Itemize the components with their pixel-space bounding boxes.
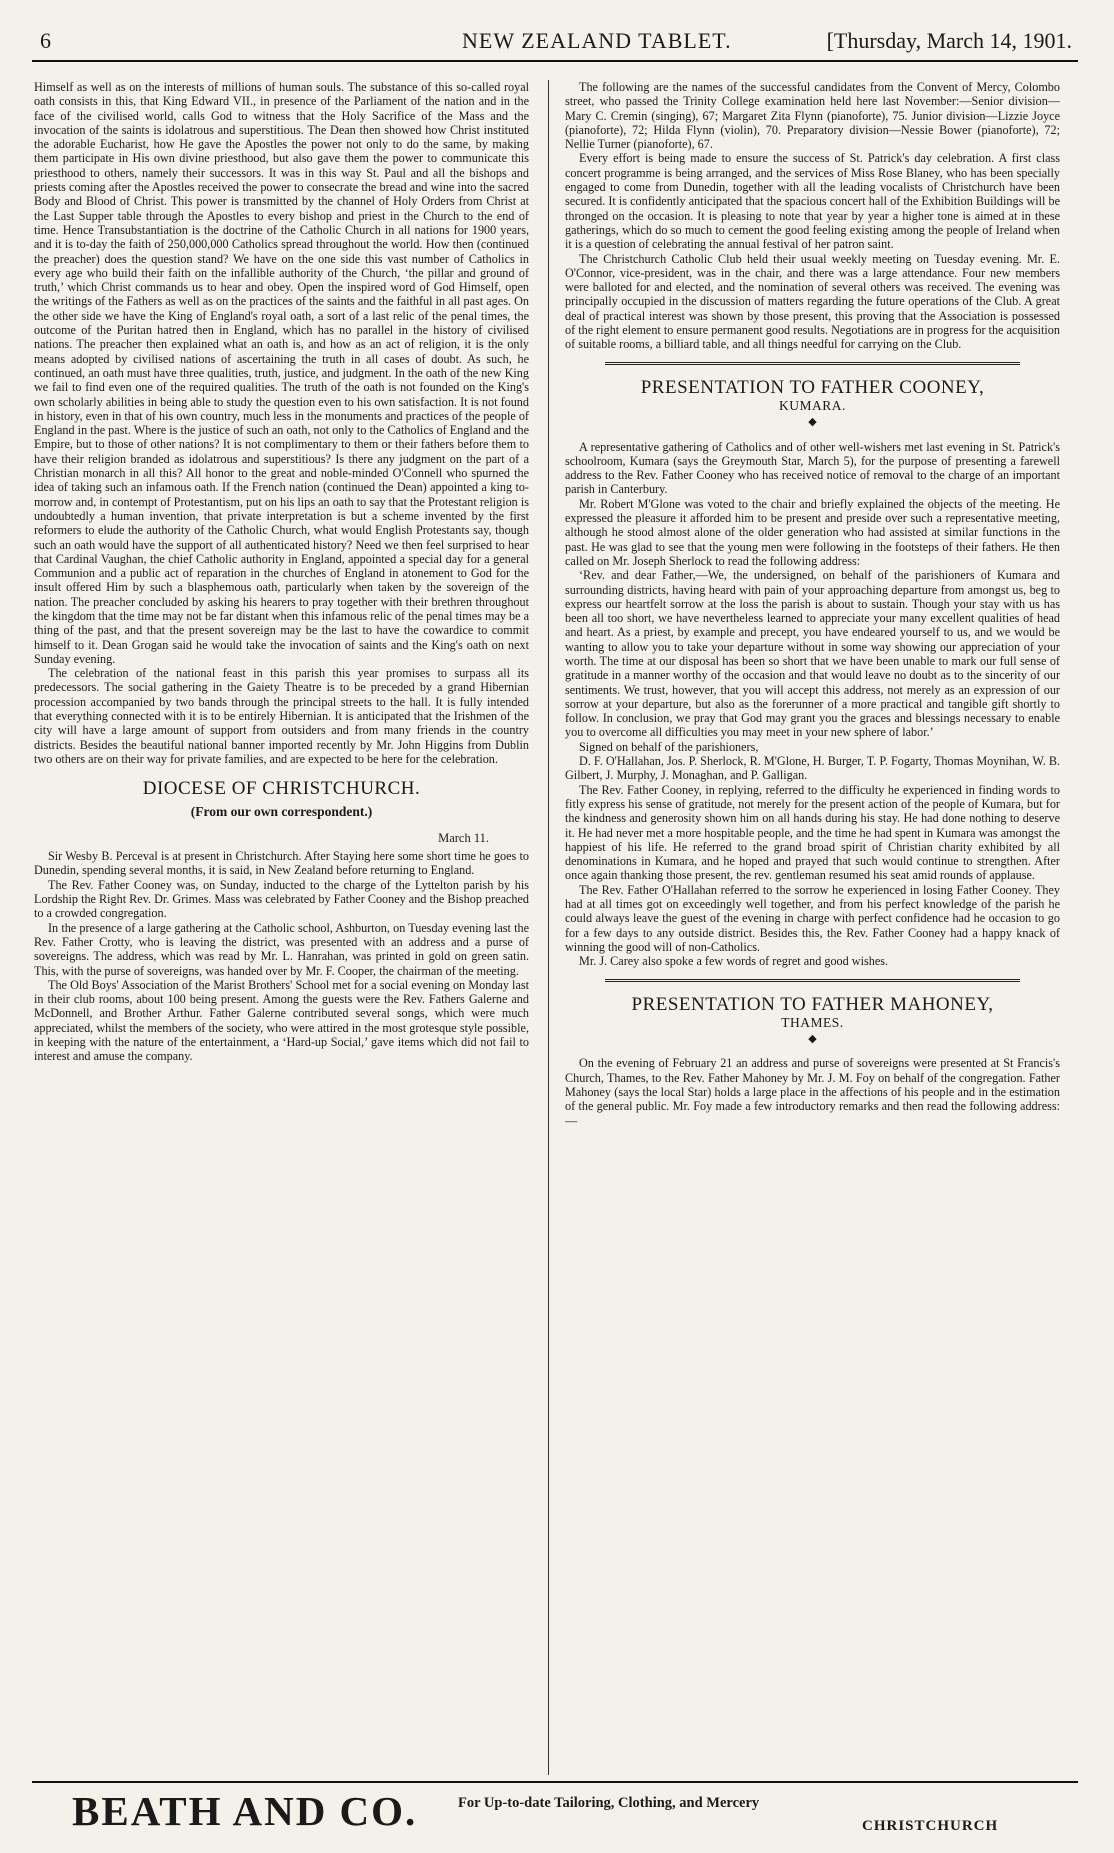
article-paragraph: The celebration of the national feast in this parish this year promises to surpass all its predecessors. The social gathering in the Gaiety Theatre is to be preceded by a grand Hibernian procession accompanied by two bands through the principal streets to the hall. It is fully intended that everything connected with it is to be entirely Hibernian. It is anticipated that the Irishmen of the city will have a large amount of support from outsiders and from many friends in the country districts. Besides the beautiful national banner imported recently by Mr. John Higgins from Dublin two others are on their way for private families, and are expected to be here for the celebration.	[34, 666, 529, 766]
article-paragraph: The Rev. Father Cooney was, on Sunday, inducted to the charge of the Lyttelton parish by his Lordship the Right Rev. Dr. Grimes. Mass was celebrated by Father Cooney and the Bishop preached to a crowded congregation.	[34, 877, 529, 921]
article-paragraph: A representative gathering of Catholics and of other well-wishers met last evening in St. Patrick's schoolroom, Kumara (says the Greymouth Star, March 5), for the purpose of presenting a farewell address to the Rev. Father Cooney who has received notice of removal to the charge of an important parish in Canterbury.	[565, 439, 1060, 497]
article-paragraph: Himself as well as on the interests of millions of human souls. The substance of this so-called royal oath consists in this, that King Edward VII., in presence of the Parliament of the nation and in the face of the civilised world, calls God to witness that the Holy Sacrifice of the Mass and the invocation of the saints is idolatrous and superstitious. The Dean then showed how Christ instituted the adorable Eucharist, how He gave the Apostles the power not only to do the same, by making them participate in His own divine priesthood, but also gave them the power to communicate this priesthood to others, namely their successors. It was in this way St. Paul and all the bishops and priests coming after the Apostles received the power to consecrate the bread and wine into the sacred Body and Blood of Christ. This power is transmitted by the channel of Holy Orders from Christ at the Last Supper table through the Apostles to every bishop and priest in the Church to the end of time. Hence Transubstantiation is the doctrine of the Catholic Church in all nations for 1900 years, and it is to-day the faith of 250,000,000 Catholics spread throughout the world. How then (continued the preacher) does the question stand? We have on the one side this vast number of Catholics in every age who build their faith on the infallible authority of the Church, ‘the pillar and ground of truth,’ which Christ commands us to hear and obey. Open the inspired word of God Himself, open the writings of the Fathers as well as on the practices of the saints and the faithful in all past ages. On the other side we have the King of England's royal oath, a sort of a last relic of the penal times, the outcome of the Puritan hatred then in England, which has no parallel in the history of civilised nations. The preacher then explained what an oath is, and how as an act of religion, it is the only means adopted by civilised nations of ascertaining the truth in all cases of doubt. As such, he continued, an oath must have three qualities, truth, justice, and judgment. In the oath of the new King we fail to find even one of the required qualities. The truth of the oath is not founded on the King's own scholarly abilities in being able to study the question even to his own satisfaction. It is not found in history, even in that of his own country, much less in the monuments and practices of the people of England in the past. Where is the justice of such an oath, not only to the Catholics of England and the Empire, but to those of other nations? It is not complimentary to them or their fathers before them to have their religion branded as idolatrous and superstitious? Is there any judgment on the part of a Christian monarch in all this? All honor to the great and noble-minded O'Connell who spurned the idea of taking such an infamous oath. If the French nation (continued the Dean) appointed a king to-morrow and, in contempt of Protestantism, put on his lips an oath to say that the Protestant religion is undoubtedly a human invention, that private interpretation is but a scheme invented by the first reformers to elude the authority of the Catholic Church, what would English Protestants say, though such an oath would have the support of all authenticated history? Need we then feel surprised to hear that Cardinal Vaughan, the chief Catholic authority in England, appointed a special day for a general Communion and a public act of reparation in the churches of England in atonement to God for the insult offered Him by such a blasphemous oath, particularly when taken by the sovereign of the nation. The preacher concluded by asking his hearers to pray together with their brethren throughout the kingdom that the time may not be far distant when this infamous relic of the penal times may be a thing of the past, and that the present sovereign may be the last to have the cowardice to commit himself to it. Dean Grogan said he would take the invocation of saints and the King's oath on next Sunday evening.	[34, 80, 529, 666]
section-title: PRESENTATION TO FATHER COONEY,	[640, 376, 985, 398]
page-number: 6	[40, 28, 51, 53]
advert-city: CHRISTCHURCH	[862, 1818, 999, 1834]
correspondent-line: (From our own correspondent.)	[190, 803, 373, 819]
left-column	[34, 80, 529, 1780]
section-subtitle: KUMARA.	[779, 397, 846, 413]
signed-line: Signed on behalf of the parishioners,	[579, 739, 759, 754]
section-subtitle: THAMES.	[781, 1014, 844, 1030]
article-paragraph: Sir Wesby B. Perceval is at present in Christchurch. After Staying here some short time he goes to Dunedin, spending several months, it is said, in New Zealand before returning to England.	[34, 849, 529, 878]
column-divider	[548, 80, 549, 1775]
section-rule	[605, 979, 1020, 982]
signatories: D. F. O'Hallahan, Jos. P. Sherlock, R. M'Glone, H. Burger, T. P. Fogarty, Thomas Moynihan, W. B. Gilbert, J. Murphy, J. Monaghan, and P. Galligan.	[565, 754, 1060, 783]
article-paragraph: The Rev. Father Cooney, in replying, referred to the difficulty he experienced in finding words to fitly express his sense of gratitude, not merely for the present action of the people of Kumara, but for the kindness and generosity shown him on all hands during his stay. He had done nothing to deserve it. He had never met a more hospitable people, and the time he had spent in Kumara was amongst the happiest of his life. He referred to the grand broad spirit of Christian charity exhibited by all denominations in Kumara, and he hoped and prayed that such would continue to strengthen. After once again thanking those present, the rev. gentleman resumed his seat amid rounds of applause.	[565, 782, 1060, 883]
paper-title: NEW ZEALAND TABLET.	[462, 28, 732, 53]
footer-rule	[32, 1781, 1078, 1783]
issue-date: [Thursday, March 14, 1901.	[826, 28, 1072, 53]
masthead	[32, 16, 1078, 62]
dateline: March 11.	[438, 830, 489, 845]
article-paragraph: Mr. J. Carey also spoke a few words of regret and good wishes.	[579, 954, 889, 969]
article-paragraph: In the presence of a large gathering at the Catholic school, Ashburton, on Tuesday evening last the Rev. Father Crotty, who is leaving the district, was presented with an address and a purse of sovereigns. The address, which was read by Mr. L. Hanrahan, was printed in gold on green satin. This, with the purse of sovereigns, was handed over by Mr. F. Cooper, the chairman of the meeting.	[34, 920, 529, 978]
ornament-icon: ◆	[808, 416, 817, 429]
advert-brand: BEATH AND CO.	[72, 1788, 418, 1834]
section-title: PRESENTATION TO FATHER MAHONEY,	[631, 993, 994, 1015]
right-column	[565, 80, 1060, 1780]
article-paragraph: Every effort is being made to ensure the success of St. Patrick's day celebration. A first class concert programme is being arranged, and the services of Miss Rose Blaney, who has been specially engaged to come from Dunedin, together with all the leading vocalists of Christchurch have been secured. It is confidently anticipated that the spacious concert hall of the Exhibition Buildings will be thronged on the occasion. It is pleasing to note that year by year a higher tone is aimed at in these gatherings, which do so much to cement the good feeling existing among the people of Ireland when it is a question of celebrating the annual festival of her patron saint.	[565, 151, 1060, 252]
article-paragraph: ‘Rev. and dear Father,—We, the undersigned, on behalf of the parishioners of Kumara and surrounding districts, having heard with pain of your approaching departure from amongst us, beg to express our heartfelt sorrow at the loss the parish is about to sustain. Though your stay with us has been all too short, we have nevertheless learned to appreciate your many excellent qualities of head and heart. As a priest, by example and precept, you have endeared yourself to us, and we would be wanting to allow you to take your departure without in some way showing our appreciation of your worth. The time at our disposal has been so short that we have been unable to mark our full sense of gratitude in a manner worthy of the occasion and that would leave no doubt as to the sincerity of our sentiments. We trust, however, that you will accept this address, not merely as an expression of our sorrow at your departure, but also as the forerunner of a more practical and tangible gift shortly to follow. In conclusion, we pray that God may grant you the graces and blessings necessary to enable you to overcome all difficulties you may meet in your new sphere of labor.’	[565, 568, 1060, 740]
article-paragraph: The Christchurch Catholic Club held their usual weekly meeting on Tuesday evening. Mr. E. O'Connor, vice-president, was in the chair, and there was a large attendance. Four new members were balloted for and elected, and the nomination of several others was received. The evening was principally occupied in the discussion of matters regarding the future operations of the Club. A great deal of practical interest was shown by those present, this proving that the Association is possessed of the right element to ensure permanent good results. Negotiations are in progress for the acquisition of suitable rooms, a billiard table, and all things needful for carrying on the Club.	[565, 251, 1060, 352]
article-paragraph: Mr. Robert M'Glone was voted to the chair and briefly explained the objects of the meeting. He expressed the pleasure it afforded him to be present and preside over such a representative meeting, although he stood almost alone of the older generation who had assisted at similar functions in the past. He was glad to see that the young men were following in the footsteps of their fathers. He then called on Mr. Joseph Sherlock to read the following address:	[565, 496, 1060, 568]
article-paragraph: The Rev. Father O'Hallahan referred to the sorrow he experienced in losing Father Cooney. They had at all times got on exceedingly well together, and from his perfect knowledge of the parish he could always leave the guest of the evening in charge with perfect confidence had he occasion to go for a few days to any outside district. Besides this, the Rev. Father Cooney had a happy knack of winning the good will of non-Catholics.	[565, 882, 1060, 954]
ornament-icon: ◆	[808, 1033, 817, 1046]
article-paragraph: The Old Boys' Association of the Marist Brothers' School met for a social evening on Monday last in their club rooms, about 100 being present. Among the guests were the Rev. Fathers Galerne and McDonnell, and Brother Arthur. Father Galerne contributed several songs, which were much appreciated, whilst the members of the society, who were attired in the most grotesque style possible, in keeping with the nature of the entertainment, a ‘Hard-up Social,’ gave items which did not fail to interest and amuse the company.	[34, 977, 529, 1064]
section-title: DIOCESE OF CHRISTCHURCH.	[142, 778, 421, 800]
section-rule	[605, 362, 1020, 365]
advert-tagline: For Up-to-date Tailoring, Clothing, and Mercery	[458, 1795, 760, 1811]
article-paragraph: On the evening of February 21 an address and purse of sovereigns were presented at St Francis's Church, Thames, to the Rev. Father Mahoney by Mr. J. M. Foy on behalf of the congregation. Father Mahoney (says the local Star) holds a large place in the affections of his people and in the estimation of the general public. Mr. Foy made a few introductory remarks and then read the following address:—	[565, 1056, 1060, 1128]
article-paragraph: The following are the names of the successful candidates from the Convent of Mercy, Colombo street, who passed the Trinity College examination held here last November:—Senior division—Mary C. Cremin (singing), 67; Margaret Zita Flynn (pianoforte), 75. Junior division—Lizzie Joyce (pianoforte), 72; Hilda Flynn (violin), 70. Preparatory division—Nessie Bower (pianoforte), 72; Nellie Turner (pianoforte), 67.	[565, 80, 1060, 152]
